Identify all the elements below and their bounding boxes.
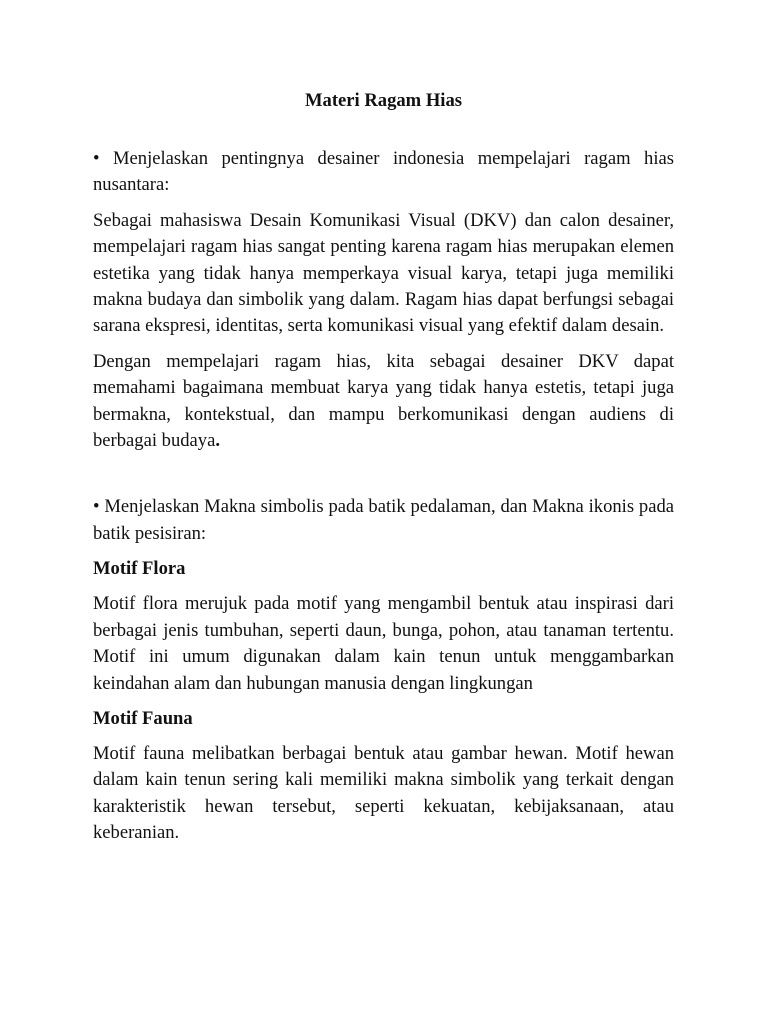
motif-fauna-text: Motif fauna melibatkan berbagai bentuk atau gambar hewan. Motif hewan dalam kain tenun sering kali memiliki makna simbolik yang terkait dengan karakteristik hewan tersebut, seperti kekuatan, kebijaksanaan, atau keberanian. (93, 742, 674, 844)
section1-paragraph-2-period: . (215, 430, 221, 452)
document-page (93, 88, 674, 856)
section1-paragraph-2 (93, 349, 674, 455)
section1-paragraph-2-text: Dengan mempelajari ragam hias, kita sebagai desainer DKV dapat memahami bagaimana membuat karya yang tidak hanya estetis, tetapi juga bermakna, kontekstual, dan mampu berkomunikasi dengan audiens di berbagai budaya (93, 350, 674, 452)
motif-flora-heading: Motif Flora (93, 558, 186, 580)
document-title: Materi Ragam Hias (305, 90, 462, 111)
motif-flora-text: Motif flora merujuk pada motif yang mengambil bentuk atau inspirasi dari berbagai jenis tumbuhan, seperti daun, bunga, pohon, atau tanaman tertentu. Motif ini umum digunakan dalam kain tenun untuk menggambarkan keindahan alam dan hubungan manusia dengan lingkungan (93, 593, 674, 694)
section1-paragraph-1: Sebagai mahasiswa Desain Komunikasi Visual (DKV) dan calon desainer, mempelajari ragam hias sangat penting karena ragam hias merupakan elemen estetika yang tidak hanya memperkaya visual karya, tetapi juga memiliki makna budaya dan simbolik yang dalam. Ragam hias dapat berfungsi sebagai sarana ekspresi, identitas, serta komunikasi visual yang efektif dalam desain. (93, 209, 674, 337)
motif-fauna-heading: Motif Fauna (93, 707, 193, 729)
section1-bullet: • Menjelaskan pentingnya desainer indonesia mempelajari ragam hias nusantara: (93, 148, 674, 196)
section2-bullet: • Menjelaskan Makna simbolis pada batik pedalaman, dan Makna ikonis pada batik pesisiran: (93, 496, 674, 544)
